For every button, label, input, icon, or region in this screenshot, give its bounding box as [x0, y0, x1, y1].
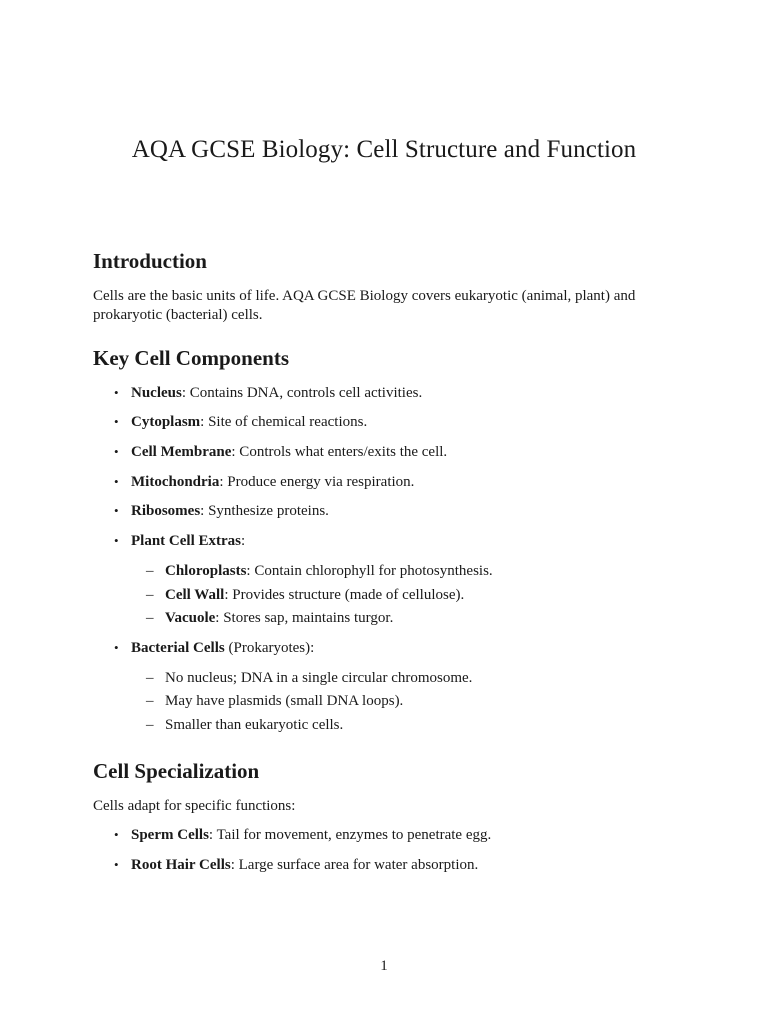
- list-item-sperm-cells: [114, 827, 491, 844]
- bullet-icon: •: [114, 857, 119, 872]
- bullet-icon: •: [114, 827, 119, 842]
- list-item-ribosomes: [114, 503, 329, 520]
- term: Cytoplasm: [131, 414, 201, 430]
- specialization-text: Cells adapt for specific functions:: [93, 798, 296, 814]
- description: : Large surface area for water absorption.: [230, 857, 479, 873]
- sub-item-cell-wall: [146, 587, 464, 604]
- description: : Provides structure (made of cellulose).: [224, 587, 465, 603]
- dash-icon: –: [146, 670, 154, 686]
- list-item-bacterial-cells: [114, 640, 314, 657]
- bullet-icon: •: [114, 385, 119, 400]
- description: (Prokaryotes):: [224, 640, 315, 656]
- list-item-root-hair-cells: [114, 857, 478, 874]
- list-item-nucleus: [114, 385, 422, 402]
- term: Root Hair Cells: [131, 857, 231, 873]
- term: Mitochondria: [131, 474, 220, 490]
- dash-icon: –: [146, 717, 154, 733]
- list-item-cell-membrane: [114, 444, 447, 461]
- sub-item-vacuole: [146, 610, 393, 627]
- description: Smaller than eukaryotic cells.: [165, 717, 344, 733]
- bullet-icon: •: [114, 414, 119, 429]
- page-title: AQA GCSE Biology: Cell Structure and Function: [131, 136, 637, 163]
- description: : Synthesize proteins.: [200, 503, 329, 519]
- term: Bacterial Cells: [131, 640, 225, 656]
- term: Ribosomes: [131, 503, 201, 519]
- bullet-icon: •: [114, 533, 119, 548]
- term: Cell Membrane: [131, 444, 232, 460]
- specialization-heading: Cell Specialization: [93, 759, 260, 783]
- term: Cell Wall: [165, 587, 225, 603]
- introduction-text: Cells are the basic units of life. AQA GCSE Biology covers eukaryotic (animal, plant) and prokaryotic (bacterial) cells.: [93, 288, 636, 323]
- description: May have plasmids (small DNA loops).: [165, 693, 404, 709]
- sub-item-bacterial-point: [146, 693, 403, 710]
- description: : Contain chlorophyll for photosynthesis.: [246, 563, 493, 579]
- description: : Contains DNA, controls cell activities.: [181, 385, 423, 401]
- description: : Produce energy via respiration.: [219, 474, 415, 490]
- term: Nucleus: [131, 385, 182, 401]
- term: Plant Cell Extras: [131, 533, 241, 549]
- description: : Controls what enters/exits the cell.: [231, 444, 448, 460]
- sub-item-bacterial-point: [146, 717, 343, 734]
- sub-item-chloroplasts: [146, 563, 493, 580]
- dash-icon: –: [146, 563, 154, 579]
- key-components-heading: Key Cell Components: [93, 346, 289, 370]
- description: : Site of chemical reactions.: [200, 414, 368, 430]
- dash-icon: –: [146, 587, 154, 603]
- sub-item-bacterial-point: [146, 670, 472, 687]
- bullet-icon: •: [114, 444, 119, 459]
- description: No nucleus; DNA in a single circular chromosome.: [165, 670, 473, 686]
- bullet-icon: •: [114, 503, 119, 518]
- dash-icon: –: [146, 610, 154, 626]
- term: Sperm Cells: [131, 827, 209, 843]
- dash-icon: –: [146, 693, 154, 709]
- list-item-cytoplasm: [114, 414, 367, 431]
- bullet-icon: •: [114, 474, 119, 489]
- page-number: 1: [380, 958, 388, 974]
- term: Chloroplasts: [165, 563, 247, 579]
- description: : Tail for movement, enzymes to penetrate egg.: [208, 827, 492, 843]
- description: : Stores sap, maintains turgor.: [215, 610, 394, 626]
- list-item-mitochondria: [114, 474, 414, 491]
- term: Vacuole: [165, 610, 216, 626]
- introduction-heading: Introduction: [93, 249, 207, 273]
- bullet-icon: •: [114, 640, 119, 655]
- description: :: [241, 533, 246, 549]
- list-item-plant-cell-extras: [114, 533, 245, 550]
